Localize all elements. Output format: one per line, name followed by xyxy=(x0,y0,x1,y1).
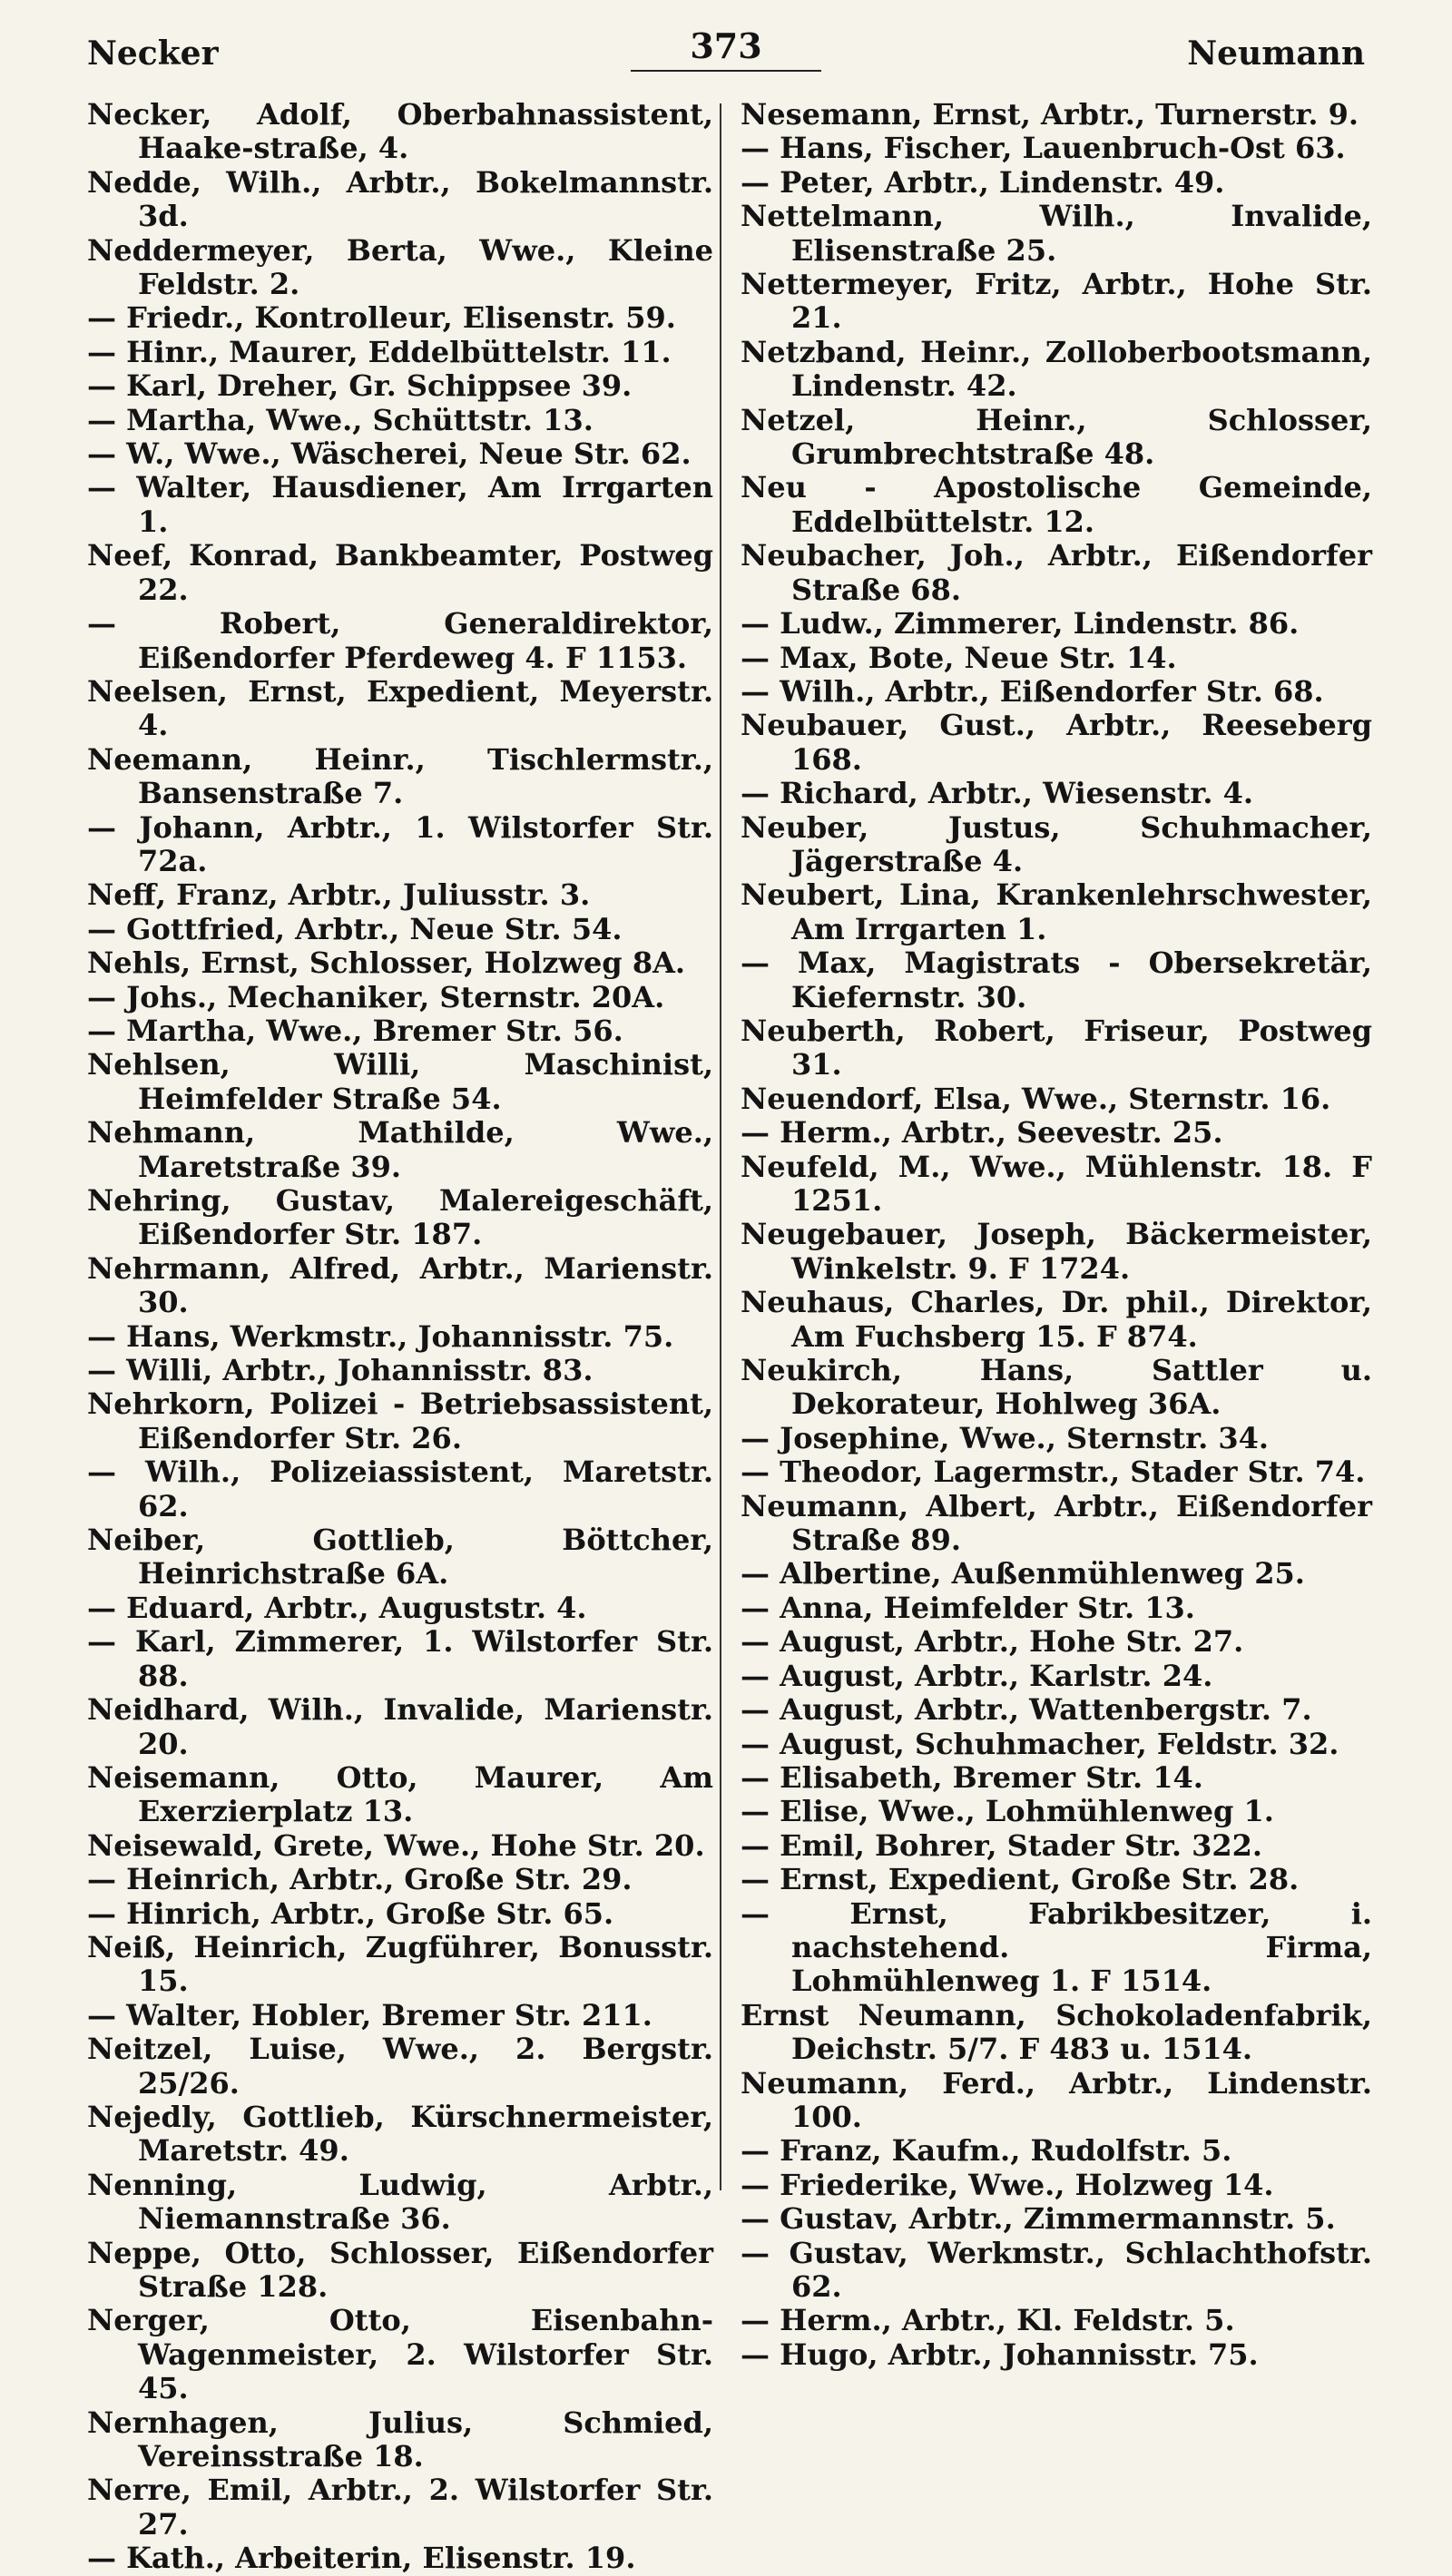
directory-columns xyxy=(87,97,1372,2576)
directory-entry: Neiß, Heinrich, Zugführer, Bonusstr. 15. xyxy=(87,1929,713,1999)
header-last-name: Neumann xyxy=(1187,34,1365,73)
directory-entry: — Gustav, Werkmstr., Schlachthofstr. 62. xyxy=(741,2235,1372,2304)
directory-entry: — Friederike, Wwe., Holzweg 14. xyxy=(741,2167,1274,2202)
directory-entry: — Albertine, Außenmühlenweg 25. xyxy=(741,1556,1305,1592)
directory-entry: Ernst Neumann, Schokoladenfabrik, Deichstr. 5/7. F 483 u. 1514. xyxy=(741,1997,1372,2067)
directory-entry: — Herm., Arbtr., Seevestr. 25. xyxy=(741,1115,1223,1151)
directory-entry: — Peter, Arbtr., Lindenstr. 49. xyxy=(741,164,1225,200)
directory-entry: Nedde, Wilh., Arbtr., Bokelmannstr. 3d. xyxy=(87,164,713,234)
directory-entry: — August, Schuhmacher, Feldstr. 32. xyxy=(741,1726,1339,1761)
directory-entry: Neu - Apostolische Gemeinde, Eddelbüttelstr. 12. xyxy=(741,470,1372,539)
directory-entry: — Hans, Fischer, Lauenbruch-Ost 63. xyxy=(741,131,1346,166)
right-column xyxy=(741,98,1372,2372)
directory-entry: Neef, Konrad, Bankbeamter, Postweg 22. xyxy=(87,538,713,607)
directory-entry: — Josephine, Wwe., Sternstr. 34. xyxy=(741,1420,1270,1455)
directory-entry: — Walter, Hausdiener, Am Irrgarten 1. xyxy=(87,470,713,539)
directory-entry: — Karl, Zimmerer, 1. Wilstorfer Str. 88. xyxy=(87,1624,713,1693)
directory-entry: Nernhagen, Julius, Schmied, Vereinsstraße 18. xyxy=(87,2405,713,2474)
directory-entry: — Ernst, Fabrikbesitzer, i. nachstehend. Firma, Lohmühlenweg 1. F 1514. xyxy=(741,1895,1372,1999)
directory-entry: — Gustav, Arbtr., Zimmermannstr. 5. xyxy=(741,2201,1336,2237)
directory-entry: Neemann, Heinr., Tischlermstr., Bansenstraße 7. xyxy=(87,741,713,811)
directory-entry: Neitzel, Luise, Wwe., 2. Bergstr. 25/26. xyxy=(87,2032,713,2101)
directory-entry: Nerger, Otto, Eisenbahn-Wagenmeister, 2. Wilstorfer Str. 45. xyxy=(87,2303,713,2406)
directory-entry: Nehrmann, Alfred, Arbtr., Marienstr. 30. xyxy=(87,1250,713,1320)
header-first-name: Necker xyxy=(87,34,219,73)
column-divider xyxy=(720,103,721,2190)
directory-entry: — Elisabeth, Bremer Str. 14. xyxy=(741,1759,1203,1795)
directory-entry: — Gottfried, Arbtr., Neue Str. 54. xyxy=(87,911,623,946)
directory-entry: — Wilh., Arbtr., Eißendorfer Str. 68. xyxy=(741,673,1324,709)
directory-entry: Nettelmann, Wilh., Invalide, Elisenstraße 25. xyxy=(741,199,1372,268)
page-number-block xyxy=(631,25,821,72)
directory-entry: — Martha, Wwe., Schüttstr. 13. xyxy=(87,402,594,437)
directory-entry: Neugebauer, Joseph, Bäckermeister, Winkelstr. 9. F 1724. xyxy=(741,1217,1372,1286)
directory-entry: Nehls, Ernst, Schlosser, Holzweg 8A. xyxy=(87,945,686,981)
directory-entry: Neppe, Otto, Schlosser, Eißendorfer Straße 128. xyxy=(87,2235,713,2304)
directory-entry: — Theodor, Lagermstr., Stader Str. 74. xyxy=(741,1455,1366,1490)
directory-entry: — Hinrich, Arbtr., Große Str. 65. xyxy=(87,1895,614,1931)
directory-entry: Neubert, Lina, Krankenlehrschwester, Am Irrgarten 1. xyxy=(741,877,1372,946)
directory-entry: Neumann, Albert, Arbtr., Eißendorfer Straße 89. xyxy=(741,1488,1372,1558)
directory-entry: Neidhard, Wilh., Invalide, Marienstr. 20. xyxy=(87,1692,713,1761)
directory-entry: — Elise, Wwe., Lohmühlenweg 1. xyxy=(741,1794,1274,1829)
directory-entry: — Ludw., Zimmerer, Lindenstr. 86. xyxy=(741,606,1300,642)
directory-entry: — Hinr., Maurer, Eddelbüttelstr. 11. xyxy=(87,334,672,369)
directory-entry: Neuber, Justus, Schuhmacher, Jägerstraße 4. xyxy=(741,809,1372,878)
directory-entry: Neukirch, Hans, Sattler u. Dekorateur, Hohlweg 36A. xyxy=(741,1353,1372,1422)
directory-entry: — Ernst, Expedient, Große Str. 28. xyxy=(741,1862,1300,1897)
directory-entry: Neuberth, Robert, Friseur, Postweg 31. xyxy=(741,1013,1372,1082)
directory-entry: — Anna, Heimfelder Str. 13. xyxy=(741,1590,1195,1625)
page-header xyxy=(87,25,1365,80)
directory-entry: — Friedr., Kontrolleur, Elisenstr. 59. xyxy=(87,300,676,336)
directory-entry: Neisemann, Otto, Maurer, Am Exerzierplatz 13. xyxy=(87,1759,713,1829)
directory-entry: Netzel, Heinr., Schlosser, Grumbrechtstraße 48. xyxy=(741,402,1372,472)
directory-entry: — Emil, Bohrer, Stader Str. 322. xyxy=(741,1827,1263,1863)
directory-entry: — Franz, Kaufm., Rudolfstr. 5. xyxy=(741,2133,1232,2169)
directory-entry: — Kath., Arbeiterin, Elisenstr. 19. xyxy=(87,2541,636,2576)
directory-entry: Nehrkorn, Polizei - Betriebsassistent, Eißendorfer Str. 26. xyxy=(87,1386,713,1455)
directory-entry: Neff, Franz, Arbtr., Juliusstr. 3. xyxy=(87,877,591,913)
directory-entry: Neubacher, Joh., Arbtr., Eißendorfer Straße 68. xyxy=(741,538,1372,607)
directory-entry: — Robert, Generaldirektor, Eißendorfer Pferdeweg 4. F 1153. xyxy=(87,606,713,675)
directory-entry: — Heinrich, Arbtr., Große Str. 29. xyxy=(87,1862,633,1897)
directory-entry: Neuendorf, Elsa, Wwe., Sternstr. 16. xyxy=(741,1081,1331,1116)
directory-entry: Necker, Adolf, Oberbahnassistent, Haake-straße, 4. xyxy=(87,97,713,166)
directory-entry: — August, Arbtr., Hohe Str. 27. xyxy=(741,1624,1244,1660)
directory-entry: Neumann, Ferd., Arbtr., Lindenstr. 100. xyxy=(741,2065,1372,2134)
directory-entry: Nerre, Emil, Arbtr., 2. Wilstorfer Str. 27. xyxy=(87,2473,713,2542)
directory-entry: — Max, Bote, Neue Str. 14. xyxy=(741,640,1177,675)
directory-entry: Nehring, Gustav, Malereigeschäft, Eißendorfer Str. 187. xyxy=(87,1183,713,1252)
directory-entry: Nehmann, Mathilde, Wwe., Maretstraße 39. xyxy=(87,1115,713,1184)
directory-entry: — Eduard, Arbtr., Auguststr. 4. xyxy=(87,1590,587,1625)
directory-entry: — Martha, Wwe., Bremer Str. 56. xyxy=(87,1013,623,1048)
directory-entry: — Willi, Arbtr., Johannisstr. 83. xyxy=(87,1353,594,1388)
directory-entry: Neufeld, M., Wwe., Mühlenstr. 18. F 1251. xyxy=(741,1149,1372,1218)
directory-entry: — August, Arbtr., Karlstr. 24. xyxy=(741,1658,1213,1693)
directory-entry: — Herm., Arbtr., Kl. Feldstr. 5. xyxy=(741,2303,1235,2338)
directory-entry: Nejedly, Gottlieb, Kürschnermeister, Maretstr. 49. xyxy=(87,2099,713,2169)
directory-entry: — Max, Magistrats - Obersekretär, Kiefernstr. 30. xyxy=(741,945,1372,1014)
directory-entry: Neuhaus, Charles, Dr. phil., Direktor, Am Fuchsberg 15. F 874. xyxy=(741,1285,1372,1354)
directory-entry: Netzband, Heinr., Zolloberbootsmann, Lindenstr. 42. xyxy=(741,334,1372,404)
directory-entry: — Hugo, Arbtr., Johannisstr. 75. xyxy=(741,2336,1259,2372)
directory-entry: — Walter, Hobler, Bremer Str. 211. xyxy=(87,1997,652,2032)
directory-entry: Neisewald, Grete, Wwe., Hohe Str. 20. xyxy=(87,1827,705,1863)
directory-entry: — August, Arbtr., Wattenbergstr. 7. xyxy=(741,1692,1312,1728)
directory-entry: Neubauer, Gust., Arbtr., Reeseberg 168. xyxy=(741,708,1372,777)
directory-entry: — Richard, Arbtr., Wiesenstr. 4. xyxy=(741,776,1254,811)
directory-entry: — Hans, Werkmstr., Johannisstr. 75. xyxy=(87,1318,674,1354)
directory-entry: — Karl, Dreher, Gr. Schippsee 39. xyxy=(87,368,633,404)
directory-entry: Nehlsen, Willi, Maschinist, Heimfelder Straße 54. xyxy=(87,1047,713,1116)
directory-entry: Nenning, Ludwig, Arbtr., Niemannstraße 36. xyxy=(87,2167,713,2237)
directory-entry: — Johs., Mechaniker, Sternstr. 20A. xyxy=(87,979,665,1014)
header-rule xyxy=(631,70,821,72)
directory-entry: Nesemann, Ernst, Arbtr., Turnerstr. 9. xyxy=(741,97,1359,132)
directory-entry: Neelsen, Ernst, Expedient, Meyerstr. 4. xyxy=(87,673,713,743)
directory-entry: Neiber, Gottlieb, Böttcher, Heinrichstraße 6A. xyxy=(87,1523,713,1592)
directory-entry: Nettermeyer, Fritz, Arbtr., Hohe Str. 21. xyxy=(741,267,1372,336)
directory-entry: — Johann, Arbtr., 1. Wilstorfer Str. 72a. xyxy=(87,809,713,878)
directory-entry: Neddermeyer, Berta, Wwe., Kleine Feldstr. 2. xyxy=(87,232,713,302)
left-column xyxy=(87,98,713,2576)
directory-entry: — Wilh., Polizeiassistent, Maretstr. 62. xyxy=(87,1455,713,1523)
page-number: 373 xyxy=(690,25,762,66)
directory-entry: — W., Wwe., Wäscherei, Neue Str. 62. xyxy=(87,436,692,472)
